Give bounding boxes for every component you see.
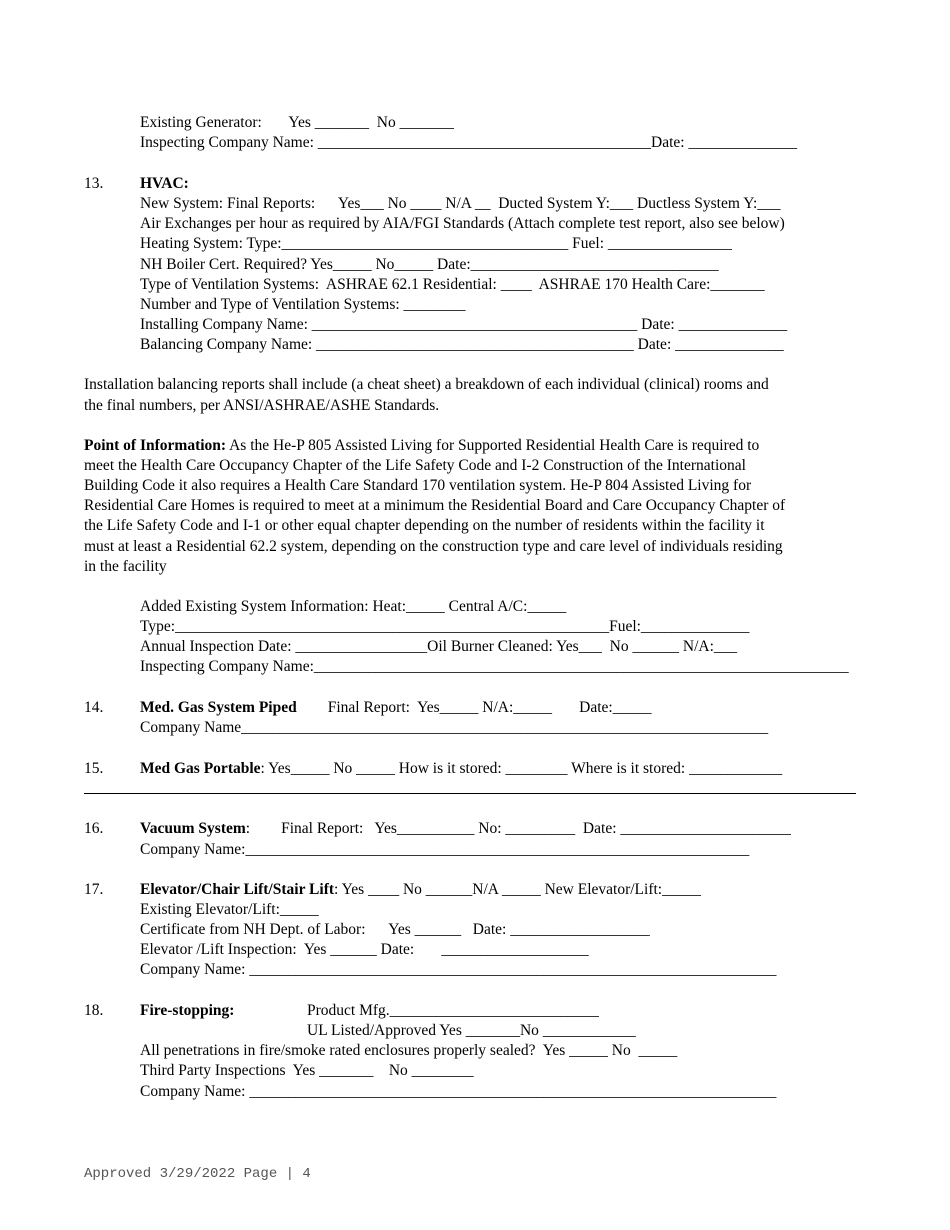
- section-14-line: [140, 698, 652, 718]
- section-17-number: 17.: [84, 881, 104, 898]
- poi-line: Residential Care Homes is required to meet at a minimum the Residential Board and Care Occupancy Chapter of: [84, 497, 786, 514]
- divider-rule: [84, 793, 856, 794]
- poi-line: in the facility: [84, 558, 167, 575]
- hvac-line: Installing Company Name: __________________________________________ Date: ______________: [140, 316, 788, 333]
- section-17-line: Elevator /Lift Inspection: Yes ______ Date: ___________________: [140, 941, 589, 958]
- hvac-line: New System: Final Reports: Yes___ No ____ N/A __ Ducted System Y:___ Ductless System Y:___: [140, 195, 781, 212]
- section-14-title: Med. Gas System Piped: [140, 699, 297, 716]
- section-14-number: 14.: [84, 699, 104, 716]
- section-17-line: Certificate from NH Dept. of Labor: Yes ______ Date: __________________: [140, 921, 650, 938]
- added-system-line: Annual Inspection Date: _________________Oil Burner Cleaned: Yes___ No ______ N/A:___: [140, 638, 738, 655]
- poi-line: must at least a Residential 62.2 system, depending on the construction type and care level of individuals residing: [84, 538, 783, 555]
- generator-company-line: Inspecting Company Name: ___________________________________________Date: ______________: [140, 134, 797, 151]
- section-17-line: [140, 880, 701, 900]
- added-system-line: Added Existing System Information: Heat:_____ Central A/C:_____: [140, 598, 567, 615]
- section-16-fields: : Final Report: Yes__________ No: _________ Date: ______________________: [245, 820, 791, 837]
- section-18-company: Company Name: ____________________________________________________________________: [140, 1083, 777, 1100]
- section-17-fields: : Yes ____ No ______N/A _____ New Elevator/Lift:_____: [334, 881, 701, 898]
- section-18-ul: UL Listed/Approved Yes _______No ____________: [307, 1022, 636, 1039]
- section-17-company: Company Name: ____________________________________________________________________: [140, 961, 777, 978]
- hvac-line: Number and Type of Ventilation Systems: ________: [140, 296, 466, 313]
- hvac-line: NH Boiler Cert. Required? Yes_____ No_____ Date:________________________________: [140, 256, 719, 273]
- poi-line: meet the Health Care Occupancy Chapter of the Life Safety Code and I-2 Construction of the International: [84, 457, 746, 474]
- section-13-number: 13.: [84, 175, 104, 192]
- section-13-title: HVAC:: [140, 175, 189, 192]
- section-15-number: 15.: [84, 760, 104, 777]
- generator-line: Existing Generator: Yes _______ No _______: [140, 114, 454, 131]
- page-footer: Approved 3/29/2022 Page | 4: [84, 1166, 311, 1182]
- section-18-line: Third Party Inspections Yes _______ No ________: [140, 1062, 474, 1079]
- section-16-title: Vacuum System: [140, 820, 246, 837]
- added-system-line: Type:________________________________________________________Fuel:______________: [140, 618, 750, 635]
- section-15-line: [140, 759, 782, 779]
- poi-first-line: [84, 436, 759, 456]
- hvac-line: Air Exchanges per hour as required by AIA/FGI Standards (Attach complete test report, also see below): [140, 215, 785, 232]
- section-18-line: All penetrations in fire/smoke rated enclosures properly sealed? Yes _____ No _____: [140, 1042, 678, 1059]
- section-15-title: Med Gas Portable: [140, 760, 261, 777]
- section-17-line: Existing Elevator/Lift:_____: [140, 901, 319, 918]
- poi-first-text: As the He-P 805 Assisted Living for Supported Residential Health Care is required to: [226, 437, 760, 454]
- section-18-number: 18.: [84, 1002, 104, 1019]
- balancing-note-line: the final numbers, per ANSI/ASHRAE/ASHE Standards.: [84, 397, 440, 414]
- hvac-line: Heating System: Type:_____________________________________ Fuel: ________________: [140, 235, 732, 252]
- hvac-line: Balancing Company Name: _________________________________________ Date: ______________: [140, 336, 784, 353]
- section-16-company: Company Name:_________________________________________________________________: [140, 841, 750, 858]
- balancing-note-line: Installation balancing reports shall include (a cheat sheet) a breakdown of each individual (clinical) rooms and: [84, 376, 769, 393]
- section-18-title: Fire-stopping:: [140, 1002, 235, 1019]
- added-system-line: Inspecting Company Name:_____________________________________________________________________: [140, 658, 849, 675]
- section-16-number: 16.: [84, 820, 104, 837]
- section-16-line: [140, 819, 791, 839]
- section-18-product: Product Mfg.___________________________: [307, 1002, 599, 1019]
- poi-label: Point of Information:: [84, 437, 227, 454]
- section-14-company: Company Name____________________________________________________________________: [140, 719, 769, 736]
- poi-line: Building Code it also requires a Health Care Standard 170 ventilation system. He-P 804 Assisted Living for: [84, 477, 752, 494]
- section-15-fields: : Yes_____ No _____ How is it stored: ________ Where is it stored: ____________: [260, 760, 783, 777]
- section-17-title: Elevator/Chair Lift/Stair Lift: [140, 881, 335, 898]
- hvac-line: Type of Ventilation Systems: ASHRAE 62.1 Residential: ____ ASHRAE 170 Health Care:_______: [140, 276, 765, 293]
- poi-line: the Life Safety Code and I-1 or other equal chapter depending on the number of residents within the facility it: [84, 517, 765, 534]
- section-14-fields: Final Report: Yes_____ N/A:_____ Date:_____: [296, 699, 652, 716]
